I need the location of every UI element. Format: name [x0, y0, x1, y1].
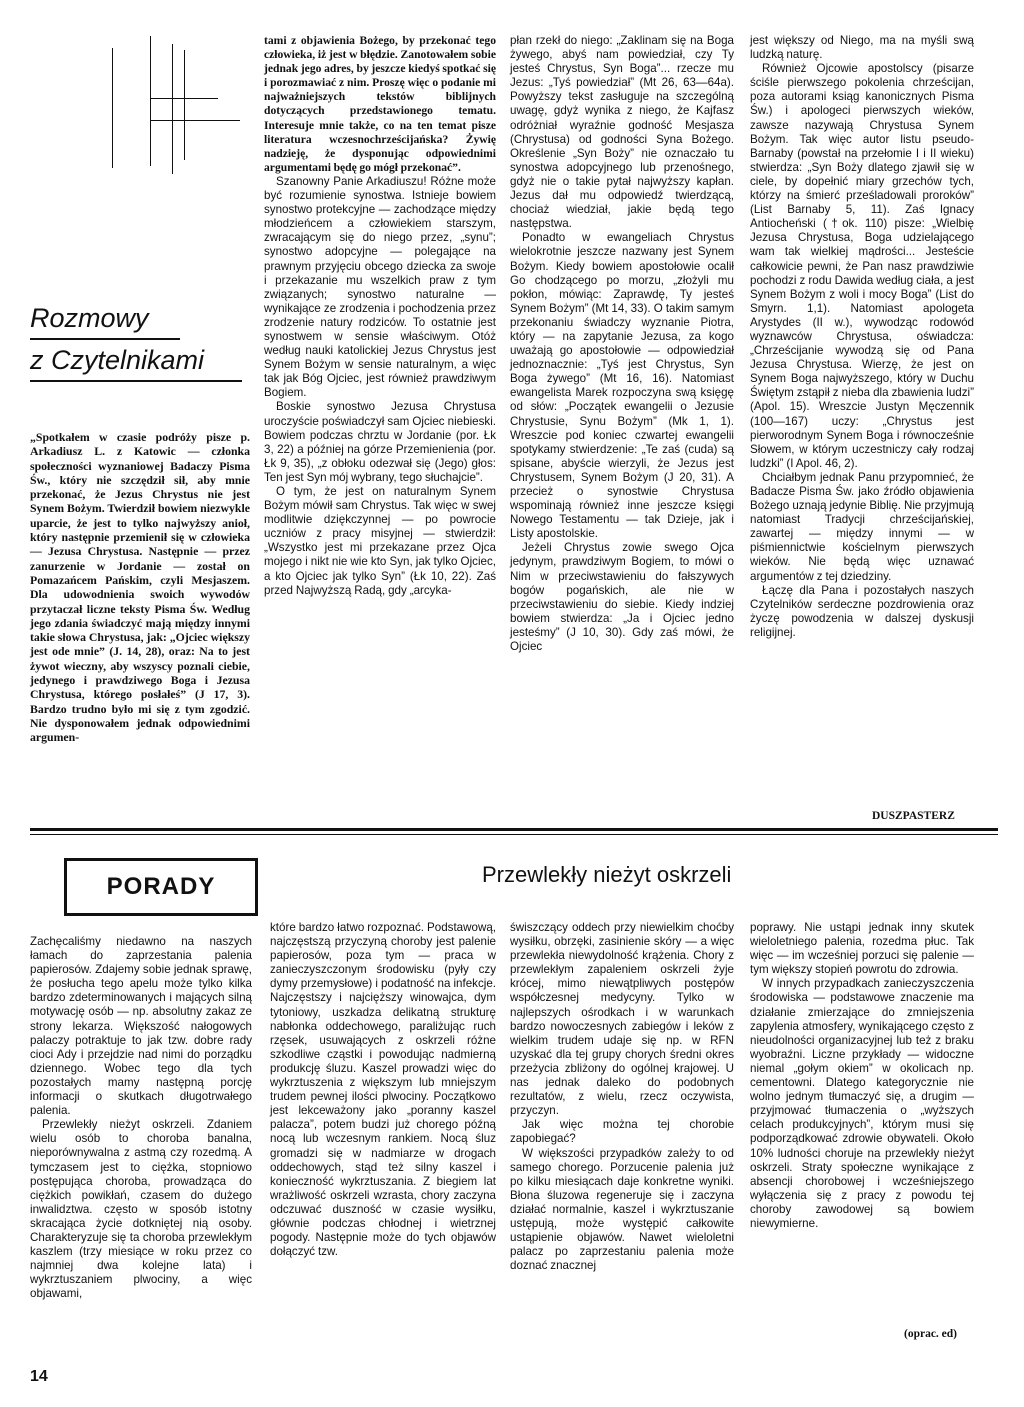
porady-column-4 [750, 921, 974, 1231]
answer-column-2 [264, 34, 496, 598]
answer-paragraph: jest większy od Niego, ma na myśli swą ludzką naturę. [750, 34, 974, 62]
rubric-line2: z Czytelnikami [30, 340, 242, 382]
answer-column-4 [750, 34, 974, 640]
section-rubric [30, 298, 245, 382]
decor-vline [150, 36, 151, 166]
porady-paragraph: Jak więc można tej chorobie zapobiegać? [510, 1118, 734, 1146]
porady-paragraph: Przewlekły nieżyt oskrzeli. Zdaniem wielu osób to choroba banalna, nieporównywalna z astmą czy rozedmą. A tymczasem jest to ciężka, stopniowo postępująca choroba, prowadząca do ciężkich powikłań, czasem do dużego inwalidztwa. często w sposób istotny skracająca życie dotkniętej nią osoby. Charakteryzuje się ta choroba przewlekłym kaszlem (trzy miesiące w roku przez co najmniej dwa kolejne lata) i wykrztuszaniem plwociny, a więc objawami, [30, 1118, 252, 1301]
page-number: 14 [30, 1368, 48, 1385]
decor-vline [112, 48, 113, 168]
porady-paragraph: poprawy. Nie ustąpi jednak inny skutek wieloletniego palenia, rozedma płuc. Tak więc — im wcześniej porzuci się palenie — tym większy stopień powrotu do zdrowia. [750, 921, 974, 977]
signature-duszpasterz: DUSZPASTERZ [872, 810, 955, 822]
answer-paragraph: Ponadto w ewangeliach Chrystus wielokrotnie jeszcze nazwany jest Synem Bożym. Kiedy bowiem apostołowie ocalił Go chodzącego po morzu, „złożyli mu pokłon, mówiąc: Zaprawdę, Ty jesteś Synem Bożym” (Mt 14, 33). O takim samym przekonaniu świadczy wyznanie Piotra, który — na zapytanie Jezusa, za kogo uważają go apostołowie — odpowiedział jednoznacznie: „Tyś jest Chrystus, Syn Boga żywego” (Mt 16, 16). Natomiast ewangelista Marek rozpoczyna swą księgę od słów: „Początek ewangelii o Jezusie Chrystusie, Synu Bożym” (Mk 1, 1). Wreszcie pod koniec czwartej ewangelii spotykamy stwierdzenie: „Te zaś (cuda) są spisane, abyście wierzyli, że Jezus jest Chrystusem, Synem Bożym (J 20, 31). A przecież o synostwie Chrystusa wspominają również inne jeszcze księgi Nowego Testamentu — tak Dzieje, jak i Listy apostolskie. [510, 231, 734, 541]
porady-paragraph: świszczący oddech przy niewielkim choćby wysiłku, obrzęki, zasinienie skóry — a więc przewlekła niewydolność krążenia. Chory z przewlekłym zapaleniem oskrzeli żyje krócej, mimo niewątpliwych postępów współczesnej medycyny. Tylko w najlepszych ośrodkach i w warunkach bardzo nowoczesnych zabiegów i leków z wielkim trudem udaje się np. w RFN uzyskać dla tej grupy chorych średni okres przeżycia zbliżony do ogólnej krajowej. U nas jednak daleko do podobnych rezultatów, z wielu, rzecz oczywista, przyczyn. [510, 921, 734, 1118]
decor-vline [184, 50, 185, 160]
porady-paragraph: W większości przypadków zależy to od samego chorego. Porzucenie palenia już po kilku miesiącach daje konkretne wyniki. Błona śluzowa regeneruje się i zaczyna działać normalnie, kaszel i wykrztuszanie ustępują, może występić całkowite ustąpienie objawów. Nawet wieloletni palacz po zaprzestaniu palenia może doznać znacznej [510, 1146, 734, 1273]
letter-paragraph-continued: tami z objawienia Bożego, by przekonać tego człowieka, iż jest w błędzie. Zanotowałem sobie jednak jego adres, by jeszcze kiedyś spotkać się i porozmawiać z nim. Proszę więc o podanie mi najważniejszych tekstów biblijnych dotyczących przedstawionego tematu. Interesuje mnie także, co na ten temat pisze literatura wczesnochrześcijańska? Żywię nadzieję, że dysponując odpowiednimi argumentami będę go mógł przekonać”. [264, 34, 496, 174]
porady-label: PORADY [106, 873, 216, 900]
porady-column-1 [30, 935, 252, 1301]
porady-box [64, 858, 258, 916]
section-divider [30, 828, 998, 831]
porady-paragraph: W innych przypadkach zanieczyszczenia środowiska — podstawowe znaczenie ma działanie zmierzające do zmniejszenia zapylenia atmosfery, wynikającego często z nieudolności organizacyjnej lub też z braku wyobraźni. Liczne przykłady — widoczne niemal „gołym okiem” w okolicach np. cementowni. Dlatego kategorycznie nie wolno jednym tłumaczyć się, a drugim — przyjmować tłumaczenia o „wyższych celach produkcyjnych”, którym musi się podporządkować zdrowie obywateli. Około 10% ludności choruje na przewlekły nieżyt oskrzeli. Straty społeczne wynikające z absencji chorobowej i wcześniejszego wyłączenia się z pracy z powodu tej choroby zawodowej są bowiem niewymierne. [750, 977, 974, 1230]
answer-paragraph: Boskie synostwo Jezusa Chrystusa uroczyście poświadczył sam Ojciec niebieski. Bowiem podczas chrztu w Jordanie (por. Łk 3, 22) a później na górze Przemienienia (por. Łk 9, 35), „z obłoku odezwał się (Jego) głos: Ten jest Syn mój wybrany, tego słuchajcie”. [264, 400, 496, 484]
section-divider [30, 834, 998, 835]
decor-hline [150, 98, 218, 99]
letter-paragraph: „Spotkałem w czasie podróży pisze p. Arkadiusz L. z Katowic — członka społeczności wyznaniowej Badaczy Pisma Św., który nie szczędził sił, aby mnie przekonać, że Jezus Chrystus nie jest Synem Bożym. Twierdził bowiem niezwykle uparcie, że jest to tylko najwyższy anioł, który następnie przemienił się w człowieka — Jezusa Chrystusa. Następnie — przez zanurzenie w Jordanie — został on Pomazańcem Pańskim, czyli Mesjaszem. Dla udowodnienia swoich wywodów przytaczał liczne teksty Pisma Św. Według jego zdania świadczyć mają między innymi takie słowa Chrystusa, jak: „Ojciec większy jest ode mnie” (J. 14, 28), oraz: Na to jest żywot wieczny, aby wszyscy poznali ciebie, jedynego i prawdziwego Boga i Jezusa Chrystusa, którego posłałeś” (J 17, 3). Bardzo trudno było mi się z tym zgodzić. Nie dysponowałem jednak odpowiednimi argumen- [30, 430, 250, 745]
decor-vline [172, 44, 173, 174]
answer-column-3 [510, 34, 734, 654]
signature-oprac: (oprac. ed) [904, 1328, 958, 1340]
porady-column-2 [270, 921, 496, 1259]
answer-paragraph: O tym, że jest on naturalnym Synem Bożym mówił sam Chrystus. Tak więc w swej modlitwie dziękczynnej — po powrocie uczniów z pracy misyjnej — stwierdził: „Wszystko jest mi przekazane przez Ojca mojego i nikt nie wie kto Syn, jak tylko Ojciec, a kto Ojciec jak tylko Syn” (Łk 10, 22). Zaś przed Najwyższą Radą, gdy „arcyka- [264, 485, 496, 597]
decor-hline [150, 120, 240, 121]
porady-paragraph: Zachęcaliśmy niedawno na naszych łamach do zaprzestania palenia papierosów. Zdajemy sobie jednak sprawę, że posłucha tego apelu może tylko kilka bardzo zdeterminowanych i mających silną motywację osób — np. absolutny zakaz ze strony lekarza. Większość nałogowych palaczy potraktuje to jak tzw. dobre rady cioci Ady i przejdzie nad nimi do porządku dziennego. Wobec tego dla tych pozostałych mamy następną porcję informacji o skutkach długotrwałego palenia. [30, 935, 252, 1118]
porady-column-3 [510, 921, 734, 1273]
rubric-line1: Rozmowy [30, 298, 180, 340]
answer-paragraph: Jeżeli Chrystus zowie swego Ojca jedynym, prawdziwym Bogiem, to mówi o Nim w przeciwstawieniu do fałszywych bogów pogańskich, ale nie w przeciwstawieniu do siebie. Kiedy indziej bowiem stwierdza: „Ja i Ojciec jedno jesteśmy” (J 10, 30). Gdy zaś mówi, że Ojciec [510, 541, 734, 654]
answer-paragraph: płan rzekł do niego: „Zaklinam się na Boga żywego, abyś nam powiedział, czy Ty jesteś Chrystus, Syn Boga”... rzecze mu Jezus: „Tyś powiedział” (Mt 26, 63—64a). Powyższy tekst zasługuje na szczególną uwagę, gdyż wynika z niego, że Kajfasz odróżniał wyraźnie godność Mesjasza (Chrystusa) od godności Syna Bożego. Określenie „Syn Boży” nie oznaczało tu synostwa adopcyjnego lub przenośnego, gdyż nie o takie pytał najwyższy kapłan. Jezus dał mu odpowiedź twierdzącą, chociaż wiedział, jakie będą tego następstwa. [510, 34, 734, 231]
answer-paragraph: Szanowny Panie Arkadiuszu! Różne może być rozumienie synostwa. Istnieje bowiem synostwo protekcyjne — zachodzące między młodzieńcem a człowiekiem starszym, zwracającym się do niego przez, „synu”; synostwo adopcyjne — polegające na prawnym przyjęciu obcego dziecka za swoje i przekazanie mu wszelkich praw z tym związanych; synostwo naturalne — wynikające ze zrodzenia i pochodzenia przez zrodzenie natury rodziców. To ostatnie jest synostwem w sensie właściwym. Otóż według nauki katolickiej Jezus Chrystus jest Synem Bożym w sensie naturalnym, a więc tak jak Bóg Ojciec, jest również prawdziwym Bogiem. [264, 174, 496, 400]
article-title: Przewlekły nieżyt oskrzeli [482, 862, 732, 887]
letter-column-1 [30, 430, 250, 745]
porady-paragraph: które bardzo łatwo rozpoznać. Podstawową, najczęstszą przyczyną choroby jest palenie papierosów, poza tym — praca w zanieczyszczonym środowisku (pyły czy dymy przemysłowe) i podatność na infekcje. Najczęstszy i najcięższy winowajca, dym tytoniowy, uszkadza delikatną strukturę nabłonka oddechowego, paraliżując ruch rzęsek, usuwających z oskrzeli różne szkodliwe cząstki i powodując nadmierną produkcję śluzu. Kaszel prowadzi więc do wykrztuszenia z większym lub mniejszym trudem pewnej ilości plwociny. Początkowo jest lekceważony jako „poranny kaszel palacza”, potem budzi już chorego późną nocą lub wczesnym rankiem. Nocą śluz gromadzi się w nadmiarze w drogach oddechowych, stąd też silny kaszel i konieczność wykrztuszania. Z biegiem lat wrażliwość oskrzeli wzrasta, chory zaczyna odczuwać duszność w czasie wysiłku, głównie podczas chłodnej i wietrznej pogody. Następnie może do tych objawów dołączyć tzw. [270, 921, 496, 1259]
answer-paragraph: Również Ojcowie apostolscy (pisarze ściśle pierwszego pokolenia chrześcijan, poza autorami ksiąg kanonicznych Pisma Św.) i apologeci pierwszych wieków, zawsze nazywają Chrystusa Synem Bożym. Tak więc autor listu pseudo-Barnaby (powstał na przełomie I i II wieku) stwierdza: „Syn Boży dlatego zjawił się w ciele, by dopełnić miary grzechów tych, którzy na śmierć prześladowali proroków” (List Barnaby 5, 11). Zaś Ignacy Antiocheński (†ok. 110) pisze: „Wielbię Jezusa Chrystusa, Boga udzielającego wam tak wielkiej mądrości... Jesteście całkowicie pewni, że Pan nasz prawdziwie pochodzi z rodu Dawida według ciała, a jest Synem Bożym z woli i mocy Boga” (List do Smyrn. 1,1). Natomiast apologeta Arystydes (II w.), wywodząc rodowód wyznawców Chrystusa, oświadcza: „Chrześcijanie wywodzą się od Pana Jezusa Chrystusa. Wierzę, że jest on Synem Boga najwyższego, który w Duchu Świętym zstąpił z nieba dla zbawienia ludzi” (Apol. 15). Wreszcie Justyn Męczennik (100—167) uczy: „Chrystus jest pierworodnym Synem Boga i równocześnie Słowem, w którym uczestniczy cały rodzaj ludzki” (I Apol. 46, 2). [750, 62, 974, 470]
answer-paragraph: Chciałbym jednak Panu przypomnieć, że Badacze Pisma Św. jako źródło objawienia Bożego uznają jedynie Biblię. Nie przyjmują natomiast Tradycji chrześcijańskiej, zawartej — między innymi — w piśmiennictwie kościelnym pierwszych wieków. Nie będą więc uznawać argumentów z tej dziedziny. [750, 470, 974, 583]
answer-paragraph: Łączę dla Pana i pozostałych naszych Czytelników serdeczne pozdrowienia oraz życzę powodzenia w dalszej dyskusji religijnej. [750, 583, 974, 639]
